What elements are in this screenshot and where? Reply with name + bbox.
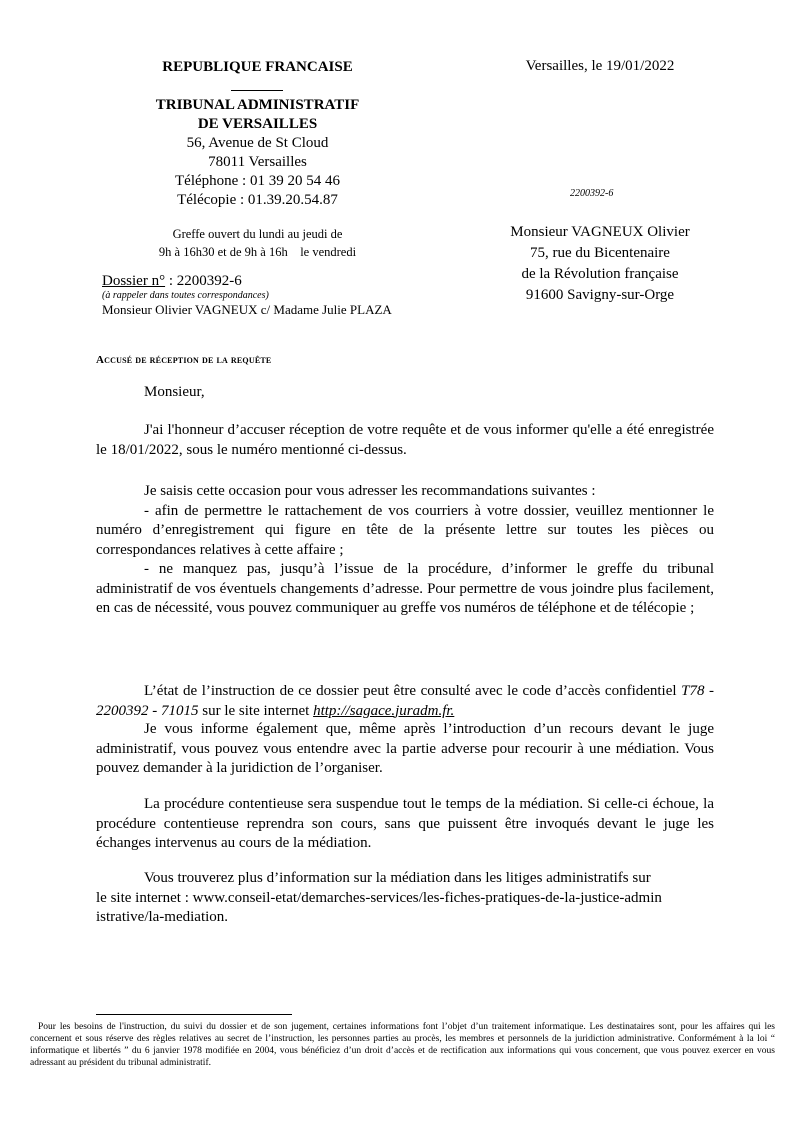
- recipient-name: Monsieur VAGNEUX Olivier: [510, 224, 690, 240]
- greffe-hours-line1: Greffe ouvert du lundi au jeudi de: [172, 227, 343, 241]
- place-date: Versailles, le 19/01/2022: [525, 58, 675, 74]
- greffe-hours: [110, 225, 405, 261]
- access-code: T78 - 2200392 - 71015: [96, 683, 714, 719]
- footnote: Pour les besoins de l'instruction, du suivi du dossier et de son jugement, certaines informations font l’objet d’un traitement informatique. Les destinataires sont, pour les affaires qui les concernent et sous réserve des règles relatives au secret de l’instruction, les personnes parties au procès, les membres et personnels de la juridiction administrative. Conformément à la loi “ informatique et libertés ” du 6 janvier 1978 modifiée en 2004, vous bénéficiez d’un droit d’accès et de rectification aux informations qui vous concernent, que vous pouvez exercer en vous adressant au président du tribunal administratif.: [30, 1022, 775, 1068]
- website-line2: le site internet : www.conseil-etat/demarches-services/les-fiches-pratiques-de-la-justice-admin: [96, 889, 662, 906]
- dossier-block: [102, 272, 432, 318]
- header-divider: [110, 77, 405, 96]
- sagace-link[interactable]: http://sagace.juradm.fr.: [313, 702, 455, 719]
- dossier-number: : 2200392-6: [165, 273, 242, 289]
- recipient-street2: de la Révolution française: [521, 266, 679, 282]
- paragraph-mediation-info: Je vous informe également que, même après l’introduction d’un recours devant le juge administratif, vous pouvez vous entendre avec la partie adverse pour recourir à une médiation. Vous pouvez demander à la juridiction de l’organiser.: [96, 721, 714, 776]
- court-address-street: 56, Avenue de St Cloud: [186, 135, 329, 151]
- recommendations-intro: Je saisis cette occasion pour vous adresser les recommandations suivantes :: [144, 483, 596, 499]
- paragraph-access-code: [96, 682, 714, 721]
- paragraph-recommendations: [96, 482, 714, 619]
- court-phone: Téléphone : 01 39 20 54 46: [175, 173, 340, 189]
- website-line3: istrative/la-mediation.: [96, 909, 229, 925]
- paragraph-mediation-procedure: La procédure contentieuse sera suspendue tout le temps de la médiation. Si celle-ci échoue, la procédure contentieuse reprendra son cours, sans que puissent être invoqués devant le juge les échanges intervenus au cours de la médiation.: [96, 796, 714, 851]
- country-name: REPUBLIQUE FRANCAISE: [162, 59, 353, 75]
- court-name-line2: DE VERSAILLES: [197, 116, 318, 132]
- recipient-street1: 75, rue du Bicentenaire: [530, 245, 670, 261]
- website-line1: Vous trouverez plus d’information sur la médiation dans les litiges administratifs sur: [144, 870, 651, 886]
- salutation: Monsieur,: [144, 384, 205, 400]
- footnote-separator: [96, 1014, 292, 1015]
- paragraph-mediation-website: [96, 869, 714, 928]
- court-address-city: 78011 Versailles: [208, 154, 307, 170]
- recommendation-item-1: - afin de permettre le rattachement de vos courriers à votre dossier, veuillez mentionner le numéro d’enregistrement qui figure en tête de la présente lettre sur toutes les pièces ou correspondances relatives à cette affaire ;: [96, 502, 714, 558]
- court-header: [110, 58, 405, 210]
- dossier-label: Dossier n°: [102, 273, 166, 289]
- court-name-line1: TRIBUNAL ADMINISTRATIF: [155, 97, 360, 113]
- access-code-text: L’état de l’instruction de ce dossier peut être consulté avec le code d’accès confidentiel: [144, 683, 682, 699]
- dossier-parties: Monsieur Olivier VAGNEUX c/ Madame Julie PLAZA: [102, 302, 392, 317]
- greffe-hours-line2: 9h à 16h30 et de 9h à 16h le vendredi: [158, 245, 357, 259]
- recipient-city: 91600 Savigny-sur-Orge: [525, 287, 675, 303]
- recommendation-item-2: - ne manquez pas, jusqu’à l’issue de la procédure, d’informer le greffe du tribunal administratif de vos éventuels changements d’adresse. Pour permettre de vous joindre plus facilement, en cas de nécessité, vous pouvez communiquer au greffe vos numéros de téléphone et de télécopie ;: [96, 561, 714, 616]
- dossier-note: (à rappeler dans toutes correspondances): [102, 290, 269, 301]
- letter-title: Accusé de réception de la requête: [96, 354, 272, 366]
- access-code-site-text: sur le site internet: [198, 702, 314, 719]
- recipient-address: [480, 222, 720, 306]
- paragraph-acknowledgement: J'ai l'honneur d’accuser réception de votre requête et de vous informer qu'elle a été enregistrée le 18/01/2022, sous le numéro mentionné ci-dessus.: [96, 422, 714, 458]
- court-fax: Télécopie : 01.39.20.54.87: [177, 192, 338, 208]
- reference-small: 2200392-6: [570, 188, 614, 199]
